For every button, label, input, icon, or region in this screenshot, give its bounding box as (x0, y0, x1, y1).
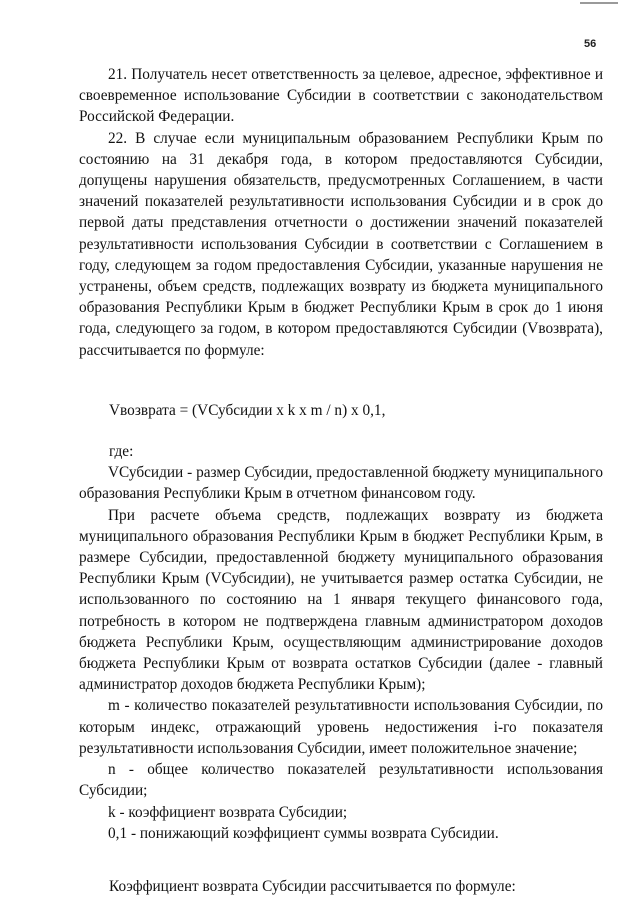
definition-k: k - коэффициент возврата Субсидии; (108, 803, 348, 821)
coefficient-formula-intro: Коэффициент возврата Субсидии рассчитывается по формуле: (109, 877, 516, 895)
page-number: 56 (584, 38, 597, 50)
definition-reduction-coefficient: 0,1 - понижающий коэффициент суммы возврата Субсидии. (108, 824, 499, 842)
return-formula: Vвозврата = (VСубсидии x k x m / n) x 0,1, (109, 401, 386, 419)
where-label: где: (109, 443, 134, 461)
top-edge-rule (580, 2, 618, 4)
calculation-note: При расчете объема средств, подлежащих возврату из бюджета муниципального образования Республики Крым в бюджет Республики Крым, в размере Субсидии, предоставленной бюджету муниципального образования Республики Крым (VСубсидии), не учитывается размер остатка Субсидии, не использованного по состоянию на 1 января текущего финансового года, потребность в котором не подтверждена главным администратором доходов бюджета Республики Крым, осуществляющим администрирование доходов бюджета Республики Крым от возврата остатков Субсидии (далее - главный администратор доходов бюджета Республики Крым); (79, 506, 603, 694)
definition-m: m - количество показателей результативности использования Субсидии, по которым индекс, отражающий уровень недостижения i-го показателя результативности использования Субсидии, имеет положительное значение; (79, 697, 603, 757)
definition-v-subsidy: VСубсидии - размер Субсидии, предоставленной бюджету муниципального образования Республики Крым в отчетном финансовом году. (79, 464, 603, 503)
document-body (79, 64, 603, 897)
definition-n: n - общее количество показателей результативности использования Субсидии; (79, 761, 603, 800)
paragraph-22: 22. В случае если муниципальным образованием Республики Крым по состоянию на 31 декабря года, в котором предоставляются Субсидии, допущены нарушения обязательств, предусмотренных Соглашением, в части значений показателей результативности использования Субсидии и в срок до первой даты представления отчетности о достижении значений показателей результативности использования Субсидии в соответствии с Соглашением в году, следующем за годом предоставления Субсидии, указанные нарушения не устранены, объем средств, подлежащих возврату из бюджета муниципального образования Республики Крым в бюджет Республики Крым в срок до 1 июня года, следующего за годом, в котором предоставляются Субсидии (Vвозврата), рассчитывается по формуле: (79, 129, 603, 359)
paragraph-21: 21. Получатель несет ответственность за целевое, адресное, эффективное и своевременное использование Субсидии в соответствии с законодательством Российской Федерации. (79, 66, 603, 126)
